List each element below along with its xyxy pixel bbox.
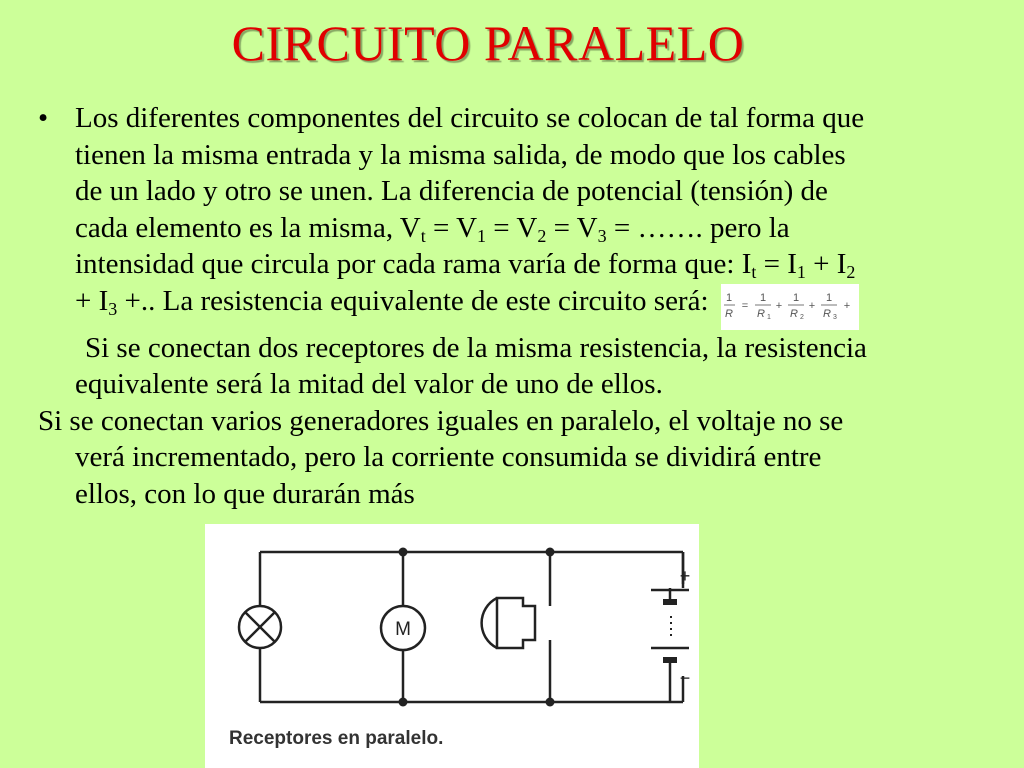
formula-t1-num: 1 [759,291,766,304]
formula-lhs-den: R [724,307,733,320]
formula-t2-sub: 2 [799,313,804,321]
battery-icon [651,552,699,702]
current-text: intensidad que circula por cada rama varía de forma que: I [75,248,752,280]
sub-1: 1 [477,225,487,246]
eq-i1: = I [756,248,797,280]
formula-t3-sub: 3 [832,313,837,321]
buzzer-body [497,598,535,648]
parallel-circuit-diagram [205,524,699,768]
formula-t1-sub: 1 [766,313,771,321]
junction-dot [399,698,408,707]
paragraph-equal-resistors [38,330,1010,403]
sub-it: t [751,262,757,282]
p1-line2: tienen la misma entrada y la misma salida, de modo que los cables [75,138,846,171]
plus-i2: + I [805,248,847,280]
parallel-circuit-figure [205,524,699,768]
figure-caption: Receptores en paralelo. [229,728,444,749]
sub-i1: 1 [796,262,806,282]
junction-dot [546,548,555,557]
eq-v2: = V [486,211,538,244]
paragraph-parallel-generators [38,403,1010,513]
equivalent-resistance-formula [721,284,859,330]
p1-line1: Los diferentes componentes del circuito se colocan de tal forma que [75,102,865,134]
bullet-icon: • [38,102,49,134]
formula-plus-3: + [843,299,850,312]
paragraph-parallel-description [38,100,1010,330]
sub-t: t [420,225,426,246]
formula-t2-den: R [789,307,798,320]
p1-line5 [75,248,855,280]
sub-3: 3 [597,225,607,246]
formula-plus-1: + [775,299,782,312]
formula-equals: = [741,299,748,312]
formula-t1-den: R [756,307,765,320]
sub-i2: 2 [846,262,856,282]
plus-i3: + I [75,284,109,317]
p3-line3: ellos, con lo que durarán más [75,477,415,510]
p3-line1: Si se conectan varios generadores iguales en paralelo, el voltaje no se [38,404,844,437]
slide-title: CIRCUITO PARALELO [231,15,745,71]
sub-i3: 3 [108,298,118,319]
p3-line2: verá incrementado, pero la corriente consumida se dividirá entre [75,441,822,473]
voltage-text: cada elemento es la misma, V [75,211,421,244]
battery-plus-label: + [679,566,691,586]
formula-t3-den: R [822,307,831,320]
line4-end: = ……. pero la [606,211,790,244]
sub-2: 2 [537,225,547,246]
formula-lhs-num: 1 [725,291,732,304]
eq-v1: = V [425,211,478,244]
resistance-text: +.. La resistencia equivalente de este circuito será: [117,284,709,317]
junction-dot [399,548,408,557]
eq-v3: = V [546,211,598,244]
p2-line1: Si se conectan dos receptores de la misma resistencia, la resistencia [85,331,867,364]
buzzer-dome-icon [482,598,497,648]
formula-t3-num: 1 [825,291,832,304]
p1-line3: de un lado y otro se unen. La diferencia de potencial (tensión) de [75,175,828,207]
p2-line2: equivalente será la mitad del valor de uno de ellos. [75,368,663,400]
formula-t2-num: 1 [792,291,799,304]
battery-minus-label: − [679,668,691,688]
motor-label: M [395,619,411,640]
junction-dot [546,698,555,707]
slide-body [38,100,1010,512]
p1-line6 [75,285,709,317]
formula-plus-2: + [808,299,815,312]
p1-line4 [75,212,790,244]
